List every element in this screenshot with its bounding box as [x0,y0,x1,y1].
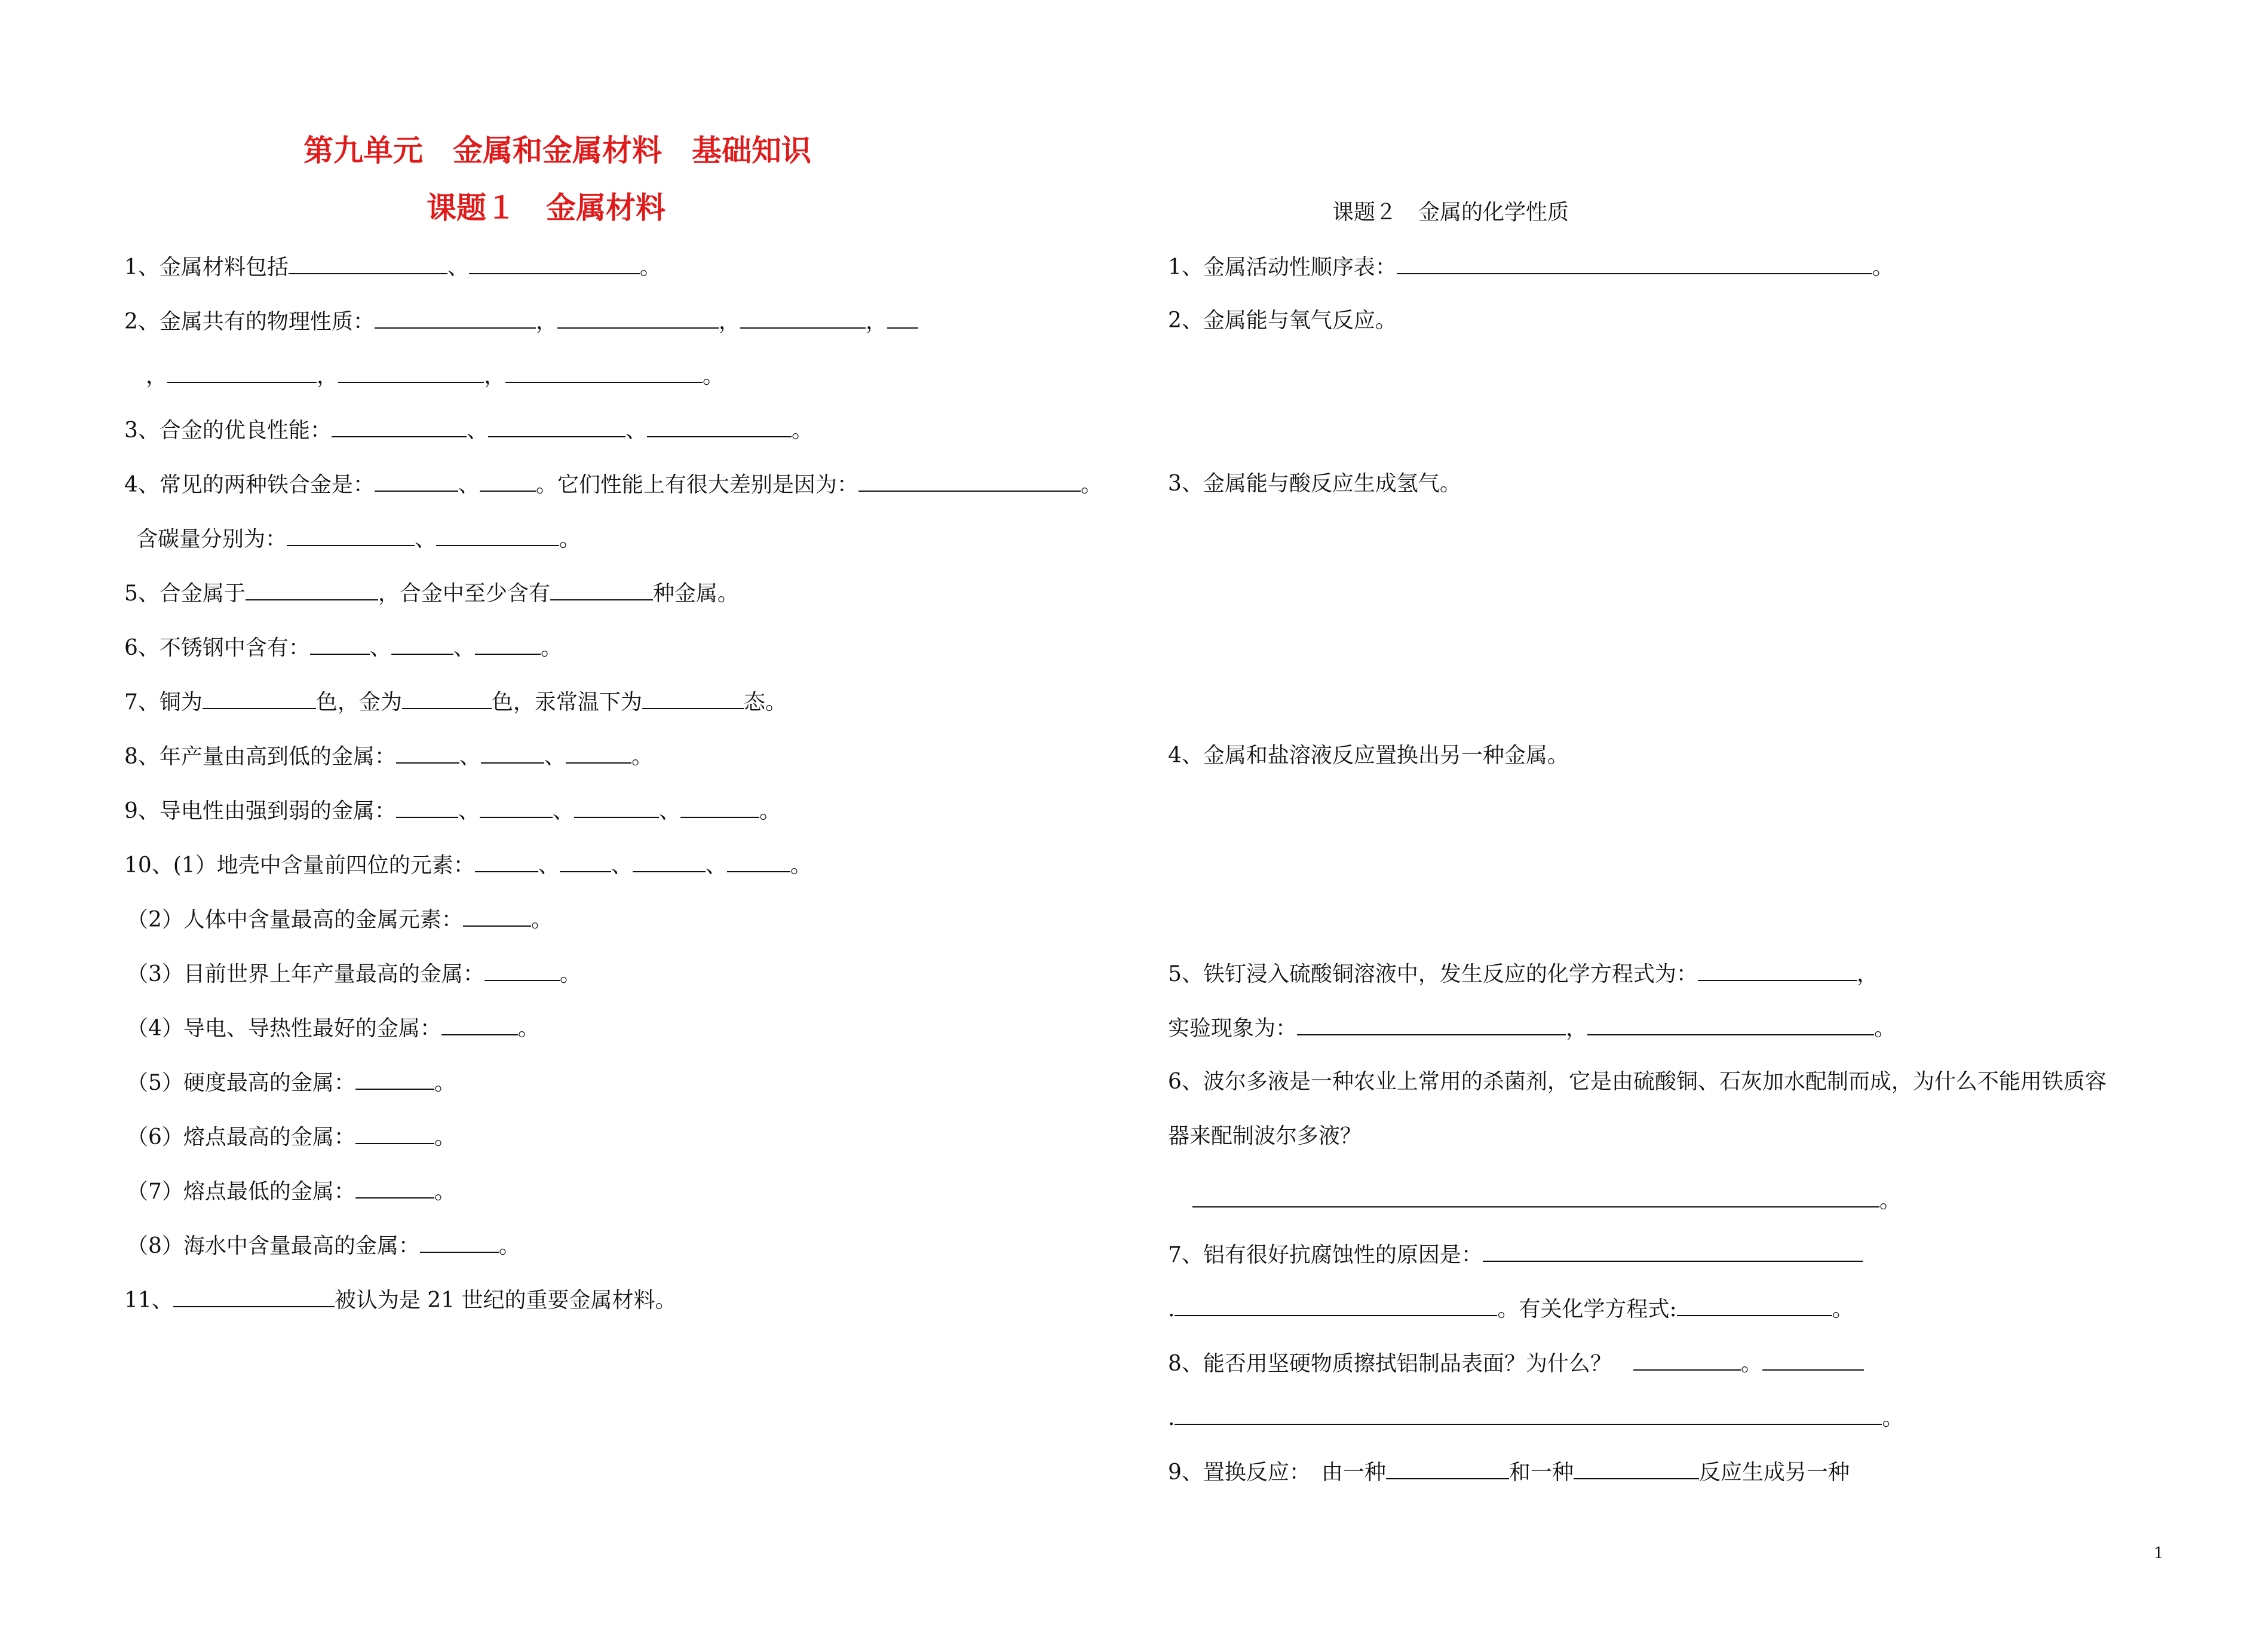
left-subtitle: 课题１ 金属材料 [427,190,666,225]
q1: 1、金属材料包括 、 。 [124,253,661,281]
r5-cont: 实验现象为： ， 。 [1168,1014,1896,1043]
r6-answer: 。 [1192,1186,1901,1215]
answer-blank[interactable] [289,253,447,274]
q2: 2、金属共有的物理性质： ， ， ， [124,307,918,336]
q6: 6、不锈钢中含有： 、 、 。 [124,633,562,662]
answer-blank[interactable] [332,416,467,437]
q2-cont: ， ， ， 。 [146,361,724,390]
answer-blank[interactable] [203,688,316,709]
answer-blank[interactable] [436,525,559,546]
answer-blank[interactable] [1574,1458,1699,1479]
answer-blank[interactable] [1587,1014,1874,1035]
answer-blank[interactable] [167,361,317,383]
answer-blank[interactable] [485,960,560,981]
answer-blank[interactable] [1483,1240,1863,1262]
answer-blank[interactable] [402,688,492,709]
q10-8: （8）海水中含量最高的金属： 。 [127,1231,520,1260]
answer-blank[interactable] [338,361,484,383]
answer-blank[interactable] [475,851,538,872]
answer-blank[interactable] [469,253,640,274]
answer-blank[interactable] [1762,1349,1864,1371]
answer-blank[interactable] [375,470,458,492]
answer-blank[interactable] [396,742,459,764]
answer-blank[interactable] [550,579,653,600]
answer-blank[interactable] [858,470,1081,492]
r7: 7、铝有很好抗腐蚀性的原因是： [1168,1240,1863,1269]
answer-blank[interactable] [355,1068,434,1090]
q10-1: 10、(1）地壳中含量前四位的元素： 、 、 、 。 [124,851,812,879]
q5: 5、合金属于 ，合金中至少含有 种金属。 [124,579,739,608]
answer-blank[interactable] [391,633,453,655]
answer-blank[interactable] [355,1123,434,1144]
answer-blank[interactable] [1386,1458,1509,1479]
q10-5: （5）硬度最高的金属： 。 [127,1068,456,1097]
answer-blank[interactable] [396,796,458,818]
answer-blank[interactable] [1677,1295,1832,1316]
page-number: 1 [2154,1544,2164,1562]
answer-blank[interactable] [1175,1295,1497,1316]
answer-blank[interactable] [1175,1403,1882,1425]
answer-blank[interactable] [375,307,536,329]
answer-blank[interactable] [420,1231,499,1253]
answer-blank[interactable] [633,851,706,872]
answer-blank[interactable] [488,416,625,437]
answer-blank[interactable] [1192,1186,1879,1207]
r3: 3、金属能与酸反应生成氢气。 [1168,471,1461,496]
main-title: 第九单元 金属和金属材料 基础知识 [303,133,811,168]
right-subtitle: 课题２ 金属的化学性质 [1332,200,1569,225]
q10-4: （4）导电、导热性最好的金属： 。 [127,1014,539,1043]
q9: 9、导电性由强到弱的金属： 、 、 、 。 [124,796,781,825]
answer-blank[interactable] [680,796,759,818]
answer-blank[interactable] [1297,1014,1566,1035]
answer-blank[interactable] [887,307,918,329]
answer-blank[interactable] [287,525,415,546]
r9: 9、置换反应： 由一种 和一种 反应生成另一种 [1168,1458,1850,1487]
answer-blank[interactable] [566,742,631,764]
answer-blank[interactable] [557,307,719,329]
q4-cont: 含碳量分别为： 、 。 [136,525,581,553]
q10-3: （3）目前世界上年产量最高的金属： 。 [127,960,581,988]
r8-cont: . 。 [1168,1403,1903,1432]
answer-blank[interactable] [441,1014,518,1035]
q3: 3、合金的优良性能： 、 、 。 [124,416,813,445]
answer-blank[interactable] [1397,253,1872,274]
r8: 8、能否用坚硬物质擦拭铝制品表面？为什么？ 。 [1168,1349,1864,1378]
r6-cont: 器来配制波尔多液？ [1168,1124,1362,1148]
answer-blank[interactable] [727,851,790,872]
answer-blank[interactable] [1633,1349,1741,1371]
r1: 1、金属活动性顺序表： 。 [1168,253,1894,281]
answer-blank[interactable] [480,470,536,492]
q11: 11、 被认为是 21 世纪的重要金属材料。 [124,1286,677,1314]
r7-cont: . 。有关化学方程式: 。 [1168,1295,1854,1323]
answer-blank[interactable] [246,579,378,600]
answer-blank[interactable] [310,633,370,655]
answer-blank[interactable] [475,633,541,655]
answer-blank[interactable] [481,742,544,764]
answer-blank[interactable] [642,688,744,709]
q8: 8、年产量由高到低的金属： 、 、 。 [124,742,653,771]
answer-blank[interactable] [173,1286,335,1307]
r2: 2、金属能与氧气反应。 [1168,308,1397,333]
q10-7: （7）熔点最低的金属： 。 [127,1177,456,1206]
q10-6: （6）熔点最高的金属： 。 [127,1123,456,1151]
q7: 7、铜为 色，金为 色，汞常温下为 态。 [124,688,787,716]
answer-blank[interactable] [480,796,553,818]
answer-blank[interactable] [463,905,531,927]
answer-blank[interactable] [560,851,611,872]
answer-blank[interactable] [355,1177,434,1199]
q4: 4、常见的两种铁合金是： 、 。它们性能上有很大差别是因为： 。 [124,470,1102,499]
answer-blank[interactable] [1698,960,1857,981]
answer-blank[interactable] [740,307,866,329]
r6: 6、波尔多液是一种农业上常用的杀菌剂，它是由硫酸铜、石灰加水配制而成，为什么不能用铁质容 [1168,1069,2106,1094]
q10-2: （2）人体中含量最高的金属元素： 。 [127,905,553,934]
r4: 4、金属和盐溶液反应置换出另一种金属。 [1168,743,1569,768]
answer-blank[interactable] [505,361,703,383]
answer-blank[interactable] [647,416,792,437]
answer-blank[interactable] [574,796,659,818]
r5: 5、铁钉浸入硫酸铜溶液中，发生反应的化学方程式为： ， [1168,960,1878,988]
